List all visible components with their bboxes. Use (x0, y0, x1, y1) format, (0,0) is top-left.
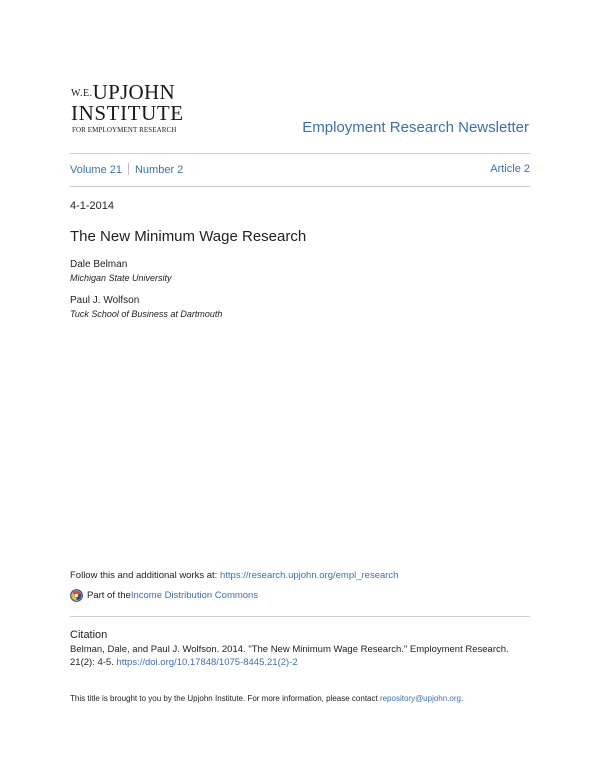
author-name: Dale Belman (70, 259, 128, 270)
citation-text (70, 643, 530, 669)
footer-note (70, 694, 463, 703)
part-of-line (70, 589, 258, 602)
footer-suffix: . (461, 694, 464, 703)
publication-date: 4-1-2014 (70, 200, 115, 212)
repository-link[interactable]: https://research.upjohn.org/empl_research (219, 570, 399, 581)
divider (70, 616, 530, 617)
author-affiliation: Michigan State University (70, 273, 172, 283)
divider (70, 186, 530, 187)
contact-email-link[interactable]: repository@upjohn.org (379, 694, 461, 703)
paper-title: The New Minimum Wage Research (70, 228, 307, 245)
part-of-prefix: Part of the (87, 590, 131, 601)
citation-body: Belman, Dale, and Paul J. Wolfson. 2014. "The New Minimum Wage Research." Employment Research. 21(2): 4-5. (70, 644, 509, 668)
logo-subline: FOR EMPLOYMENT RESEARCH (72, 126, 177, 134)
citation-heading: Citation (70, 629, 108, 641)
commons-link[interactable]: Income Distribution Commons (130, 590, 259, 601)
follow-line (70, 570, 398, 581)
author-name: Paul J. Wolfson (70, 295, 140, 306)
network-icon (70, 589, 83, 602)
follow-text: Follow this and additional works at: (70, 570, 220, 581)
logo-prefix: W.E. (71, 88, 93, 99)
logo-line2: INSTITUTE (71, 101, 184, 125)
journal-title-link[interactable]: Employment Research Newsletter (302, 119, 529, 136)
logo-line1: UPJOHN (92, 80, 175, 104)
upjohn-institute-logo (71, 81, 201, 137)
article-link[interactable]: Article 2 (490, 163, 530, 175)
author-affiliation: Tuck School of Business at Dartmouth (70, 309, 223, 319)
breadcrumb-separator (128, 163, 129, 175)
divider (70, 153, 530, 154)
volume-link[interactable]: Volume 21 (70, 164, 122, 176)
footer-text: This title is brought to you by the Upjohn Institute. For more information, please contact (70, 694, 380, 703)
doi-link[interactable]: https://doi.org/10.17848/1075-8445.21(2)-2 (116, 657, 298, 668)
number-link[interactable]: Number 2 (134, 164, 184, 176)
issue-breadcrumb (70, 163, 183, 176)
